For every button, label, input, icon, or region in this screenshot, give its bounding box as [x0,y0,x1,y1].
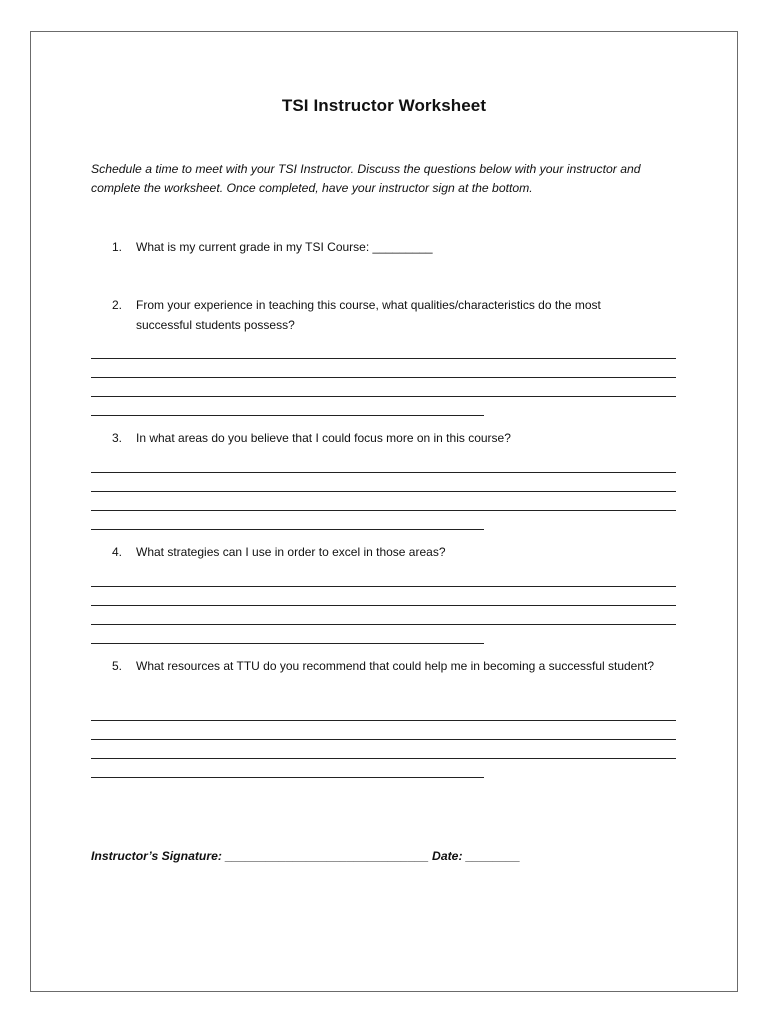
question-number: 3. [112,431,123,445]
question-number: 2. [112,298,123,312]
instructor-signature-line[interactable]: Instructor’s Signature: ______________________________ Date: ________ [91,849,521,863]
question-number: 5. [112,659,123,673]
question-text: From your experience in teaching this course, what qualities/characteristics do the most successful students possess? [136,298,601,332]
worksheet-page [30,31,738,992]
answer-line[interactable] [91,396,676,397]
answer-line[interactable] [91,510,676,511]
question-text: What is my current grade in my TSI Course: _________ [136,240,433,254]
answer-line[interactable] [91,739,676,740]
question-number: 1. [112,240,123,254]
answer-line[interactable] [91,415,484,416]
answer-line[interactable] [91,624,676,625]
answer-line[interactable] [91,720,676,721]
intro-instructions: Schedule a time to meet with your TSI Instructor. Discuss the questions below with your instructor and complete the worksheet. Once completed, have your instructor sign at the bottom. [91,162,641,195]
answer-line[interactable] [91,491,676,492]
answer-line[interactable] [91,586,676,587]
answer-line[interactable] [91,472,676,473]
answer-line[interactable] [91,605,676,606]
answer-line[interactable] [91,758,676,759]
answer-line[interactable] [91,377,676,378]
answer-line[interactable] [91,777,484,778]
worksheet-title: TSI Instructor Worksheet [281,96,487,115]
question-text: What resources at TTU do you recommend that could help me in becoming a successful student? [136,659,655,673]
answer-line[interactable] [91,529,484,530]
answer-line[interactable] [91,643,484,644]
question-text: In what areas do you believe that I could focus more on in this course? [136,431,511,445]
answer-line[interactable] [91,358,676,359]
question-text: What strategies can I use in order to excel in those areas? [136,545,446,559]
question-number: 4. [112,545,123,559]
